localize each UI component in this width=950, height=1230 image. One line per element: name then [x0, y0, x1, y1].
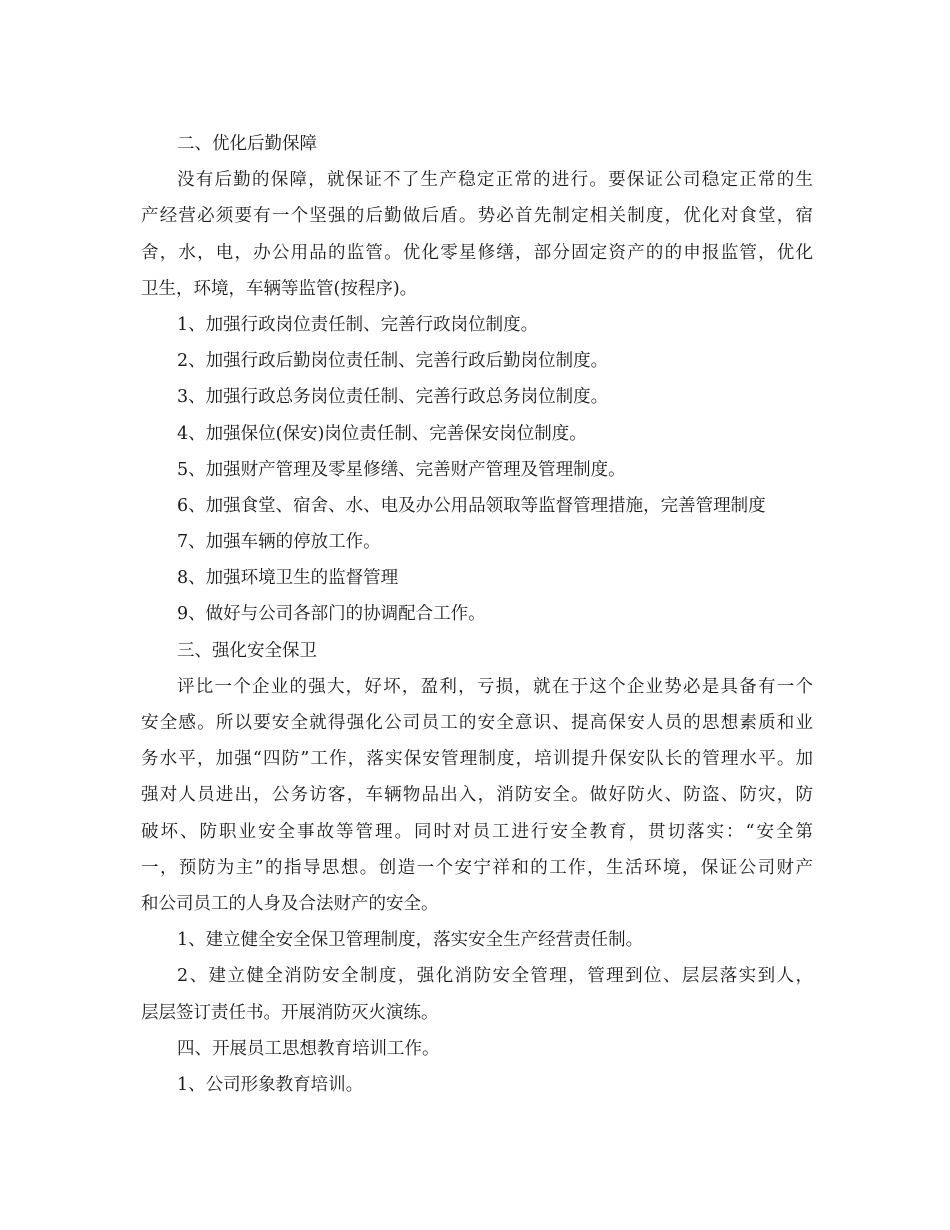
text-line: 6、加强食堂、宿舍、水、电及办公用品领取等监督管理措施，完善管理制度 — [177, 495, 766, 516]
text-line: 强对人员进出，公务访客，车辆物品出入，消防安全。做好防火、防盗、防灾，防 — [141, 785, 813, 806]
text-line: 和公司员工的人身及合法财产的安全。 — [141, 893, 439, 914]
text-line: 一，预防为主”的指导思想。创造一个安宁祥和的工作，生活环境，保证公司财产 — [141, 857, 813, 878]
text-line: 2、加强行政后勤岗位责任制、完善行政后勤岗位制度。 — [177, 351, 609, 372]
text-line: 2、建立健全消防安全制度，强化消防安全管理，管理到位、层层落实到人， — [177, 966, 813, 987]
text-line: 舍，水，电，办公用品的监管。优化零星修缮，部分固定资产的的申报监管，优化 — [141, 242, 813, 263]
text-line: 产经营必须要有一个坚强的后勤做后盾。势必首先制定相关制度，优化对食堂，宿 — [141, 206, 813, 227]
text-line: 卫生，环境，车辆等监管(按程序)。 — [141, 278, 418, 299]
text-line: 1、建立健全安全保卫管理制度，落实安全生产经营责任制。 — [177, 930, 644, 951]
text-line: 3、加强行政总务岗位责任制、完善行政总务岗位制度。 — [177, 387, 609, 408]
text-line: 四、开展员工思想教育培训工作。 — [177, 1038, 440, 1059]
text-line: 1、加强行政岗位责任制、完善行政岗位制度。 — [177, 314, 539, 335]
text-line: 评比一个企业的强大，好坏，盈利，亏损，就在于这个企业势必是具备有一个 — [177, 676, 813, 697]
text-line: 破坏、防职业安全事故等管理。同时对员工进行安全教育，贯切落实：“安全第 — [141, 821, 813, 842]
text-line: 安全感。所以要安全就得强化公司员工的安全意识、提高保安人员的思想素质和业 — [141, 713, 813, 733]
text-line: 1、公司形象教育培训。 — [177, 1074, 364, 1095]
text-line: 层层签订责任书。开展消防灭火演练。 — [141, 1002, 439, 1023]
document-body — [141, 126, 813, 1103]
text-line: 9、做好与公司各部门的协调配合工作。 — [177, 604, 486, 625]
text-line: 4、加强保位(保安)岗位责任制、完善保安岗位制度。 — [177, 423, 587, 444]
text-line: 没有后勤的保障，就保证不了生产稳定正常的进行。要保证公司稳定正常的生 — [177, 170, 813, 191]
text-line: 8、加强环境卫生的监督管理 — [177, 568, 399, 589]
text-line: 三、强化安全保卫 — [177, 640, 317, 661]
text-line: 7、加强车辆的停放工作。 — [177, 532, 381, 553]
text-line: 5、加强财产管理及零星修缮、完善财产管理及管理制度。 — [177, 459, 626, 480]
text-line: 二、优化后勤保障 — [177, 134, 317, 154]
text-line: 务水平，加强“四防”工作，落实保安管理制度，培训提升保安队长的管理水平。加 — [141, 749, 813, 770]
